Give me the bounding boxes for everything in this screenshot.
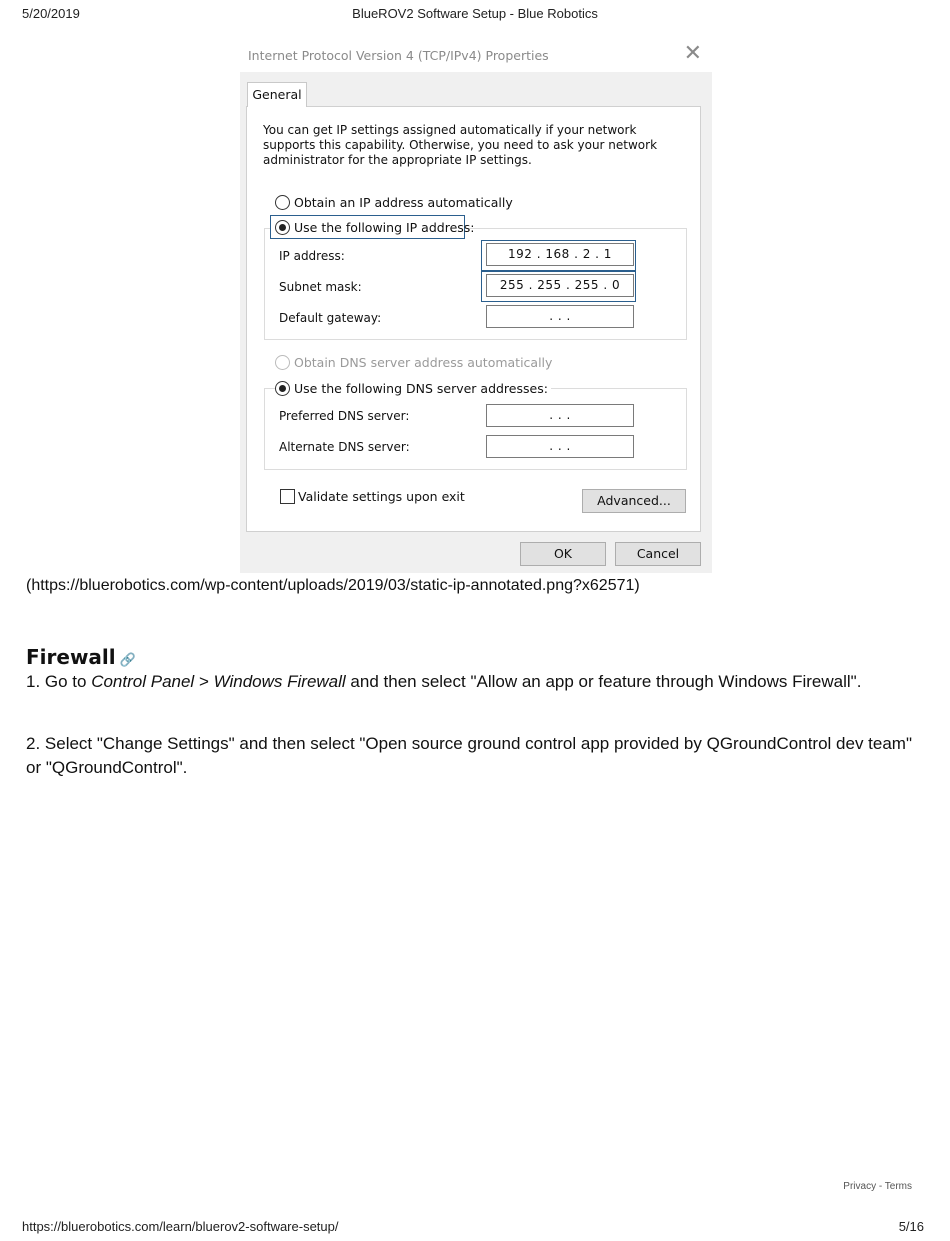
- radio-button-icon: [275, 355, 290, 370]
- subnet-mask-field[interactable]: 255 . 255 . 255 . 0: [486, 274, 634, 297]
- radio-button-selected-icon: [275, 381, 290, 396]
- step-1: [26, 670, 926, 694]
- radio-label: Obtain DNS server address automatically: [294, 355, 553, 370]
- radio-label: Obtain an IP address automatically: [294, 195, 513, 210]
- radio-obtain-dns-auto[interactable]: [275, 355, 552, 370]
- step-1-separator: >: [194, 672, 214, 691]
- ip-address-label: IP address:: [279, 249, 345, 263]
- general-panel: [246, 106, 701, 532]
- print-title: BlueROV2 Software Setup - Blue Robotics: [352, 6, 598, 21]
- radio-use-following-dns[interactable]: [275, 381, 551, 396]
- advanced-button[interactable]: Advanced...: [582, 489, 686, 513]
- radio-button-selected-icon: [275, 220, 290, 235]
- section-heading: [26, 645, 136, 669]
- validate-label: Validate settings upon exit: [298, 489, 465, 504]
- default-gateway-label: Default gateway:: [279, 311, 382, 325]
- dialog-title: Internet Protocol Version 4 (TCP/IPv4) Properties: [248, 48, 549, 63]
- close-icon[interactable]: ✕: [683, 41, 702, 66]
- dialog-titlebar: [240, 38, 712, 72]
- subnet-mask-label: Subnet mask:: [279, 280, 362, 294]
- ip-address-field[interactable]: 192 . 168 . 2 . 1: [486, 243, 634, 266]
- step-1-prefix: 1. Go to: [26, 672, 92, 691]
- page-number: 5/16: [898, 1219, 924, 1234]
- tab-general[interactable]: General: [247, 82, 307, 107]
- radio-obtain-ip-auto[interactable]: [275, 195, 513, 210]
- print-date: 5/20/2019: [22, 6, 80, 21]
- radio-label: Use the following IP address:: [294, 220, 475, 235]
- radio-use-following-ip[interactable]: [275, 220, 475, 235]
- privacy-terms[interactable]: Privacy - Terms: [843, 1181, 912, 1192]
- step-2: 2. Select "Change Settings" and then select "Open source ground control app provided by QGroundControl dev team" or "QGroundControl".: [26, 734, 913, 777]
- step-1-windows-firewall: Windows Firewall: [213, 672, 346, 691]
- preferred-dns-label: Preferred DNS server:: [279, 409, 410, 423]
- cancel-button[interactable]: Cancel: [615, 542, 701, 566]
- ok-button[interactable]: OK: [520, 542, 606, 566]
- anchor-link-icon[interactable]: 🔗: [119, 653, 136, 668]
- print-url: https://bluerobotics.com/learn/bluerov2-software-setup/: [22, 1219, 339, 1234]
- validate-checkbox[interactable]: [280, 489, 295, 504]
- description-text: You can get IP settings assigned automatically if your network supports this capability. Otherwise, you need to ask your network administrator for the appropriate IP settings.: [263, 123, 658, 167]
- step-1-suffix: and then select "Allow an app or feature through Windows Firewall".: [345, 672, 862, 691]
- alternate-dns-field[interactable]: . . .: [486, 435, 634, 458]
- default-gateway-field[interactable]: . . .: [486, 305, 634, 328]
- ipv4-properties-dialog: [240, 38, 712, 573]
- step-1-control-panel: Control Panel: [91, 672, 195, 691]
- radio-label: Use the following DNS server addresses:: [294, 381, 548, 396]
- heading-text: Firewall: [26, 645, 116, 669]
- image-caption-link[interactable]: (https://bluerobotics.com/wp-content/uploads/2019/03/static-ip-annotated.png?x62571): [26, 577, 640, 594]
- alternate-dns-label: Alternate DNS server:: [279, 440, 410, 454]
- preferred-dns-field[interactable]: . . .: [486, 404, 634, 427]
- radio-button-icon: [275, 195, 290, 210]
